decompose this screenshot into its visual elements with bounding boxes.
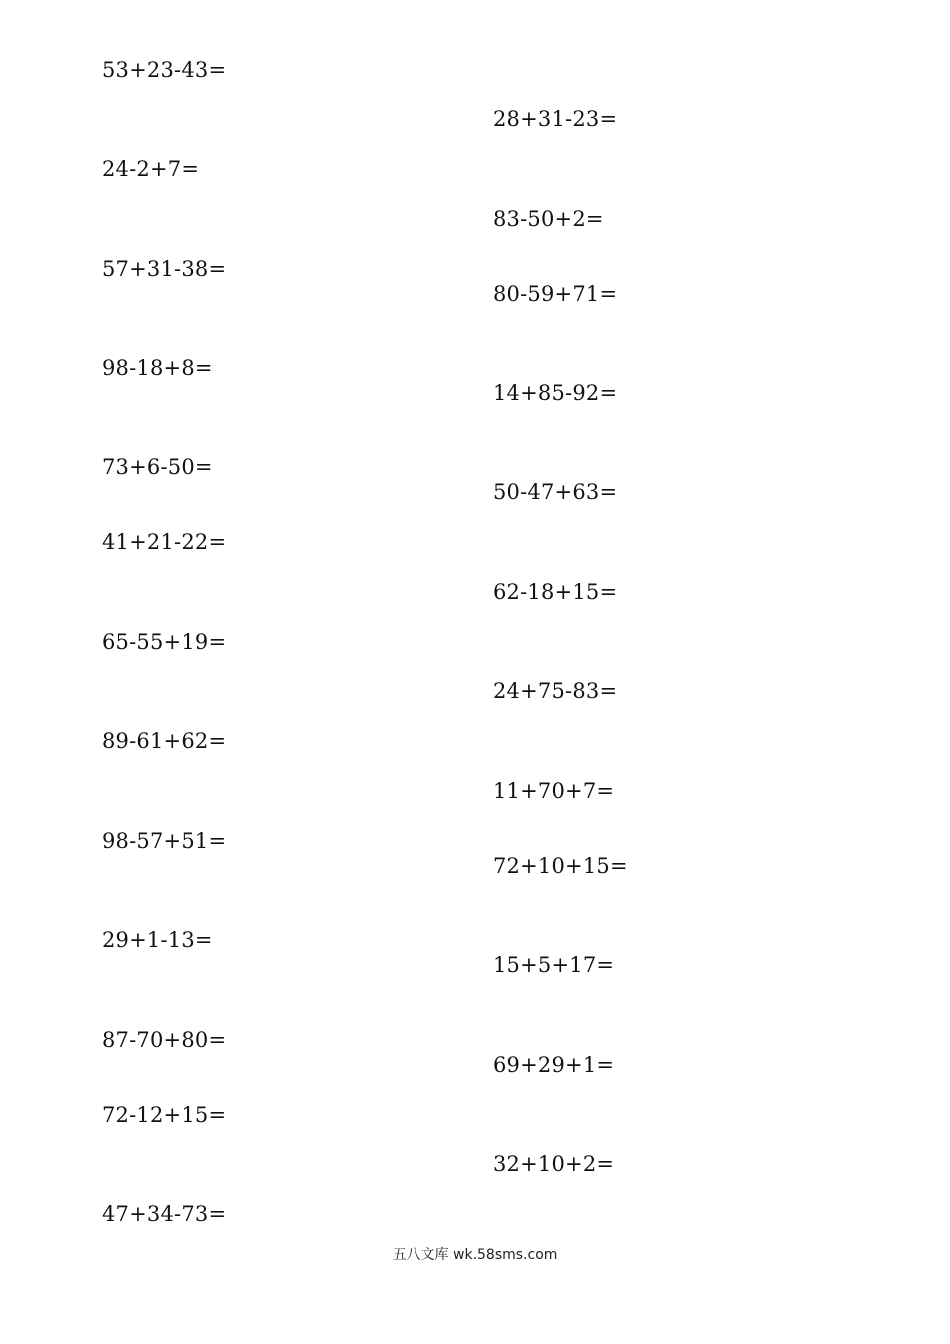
problem-left-6: 41+21-22=: [102, 530, 227, 554]
problem-left-12: 72-12+15=: [102, 1103, 227, 1127]
problem-right-3: 80-59+71=: [493, 282, 618, 306]
problem-right-12: 32+10+2=: [493, 1152, 615, 1176]
problem-right-7: 24+75-83=: [493, 679, 618, 703]
problem-left-8: 89-61+62=: [102, 729, 227, 753]
problem-right-1: 28+31-23=: [493, 107, 618, 131]
problem-left-1: 53+23-43=: [102, 58, 227, 82]
problem-right-4: 14+85-92=: [493, 381, 618, 405]
problem-right-2: 83-50+2=: [493, 207, 604, 231]
problem-right-5: 50-47+63=: [493, 480, 618, 504]
problem-right-11: 69+29+1=: [493, 1053, 615, 1077]
problem-right-8: 11+70+7=: [493, 779, 615, 803]
problem-left-10: 29+1-13=: [102, 928, 213, 952]
problem-right-6: 62-18+15=: [493, 580, 618, 604]
footer-watermark: 五八文库 wk.58sms.com: [392, 1247, 558, 1263]
problem-left-7: 65-55+19=: [102, 630, 227, 654]
problem-left-2: 24-2+7=: [102, 157, 200, 181]
problem-left-9: 98-57+51=: [102, 829, 227, 853]
problem-left-5: 73+6-50=: [102, 455, 213, 479]
problem-left-4: 98-18+8=: [102, 356, 213, 380]
problem-left-11: 87-70+80=: [102, 1028, 227, 1052]
problem-left-13: 47+34-73=: [102, 1202, 227, 1226]
problem-right-9: 72+10+15=: [493, 854, 628, 878]
problem-right-10: 15+5+17=: [493, 953, 615, 977]
problem-left-3: 57+31-38=: [102, 257, 227, 281]
